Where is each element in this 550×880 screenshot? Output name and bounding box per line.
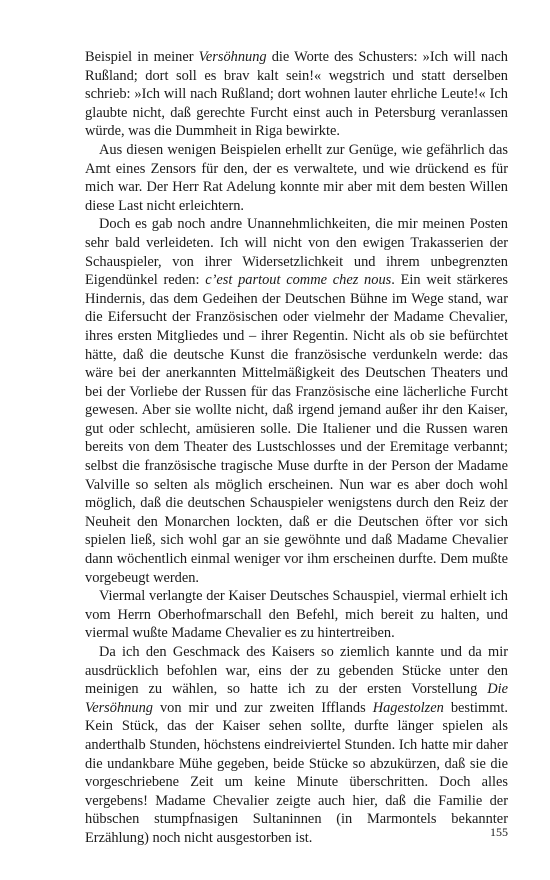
- body-text: [85, 48, 508, 848]
- text-run: Aus diesen wenigen Beispielen erhellt zur Genüge, wie gefährlich das Amt eines Zensors für den, der es verwaltete, und wie drückend es für mich war. Der Herr Rat Adelung konnte mir aber mit dem besten Willen diese Last nicht erleichtern.: [85, 141, 508, 214]
- italic-text: c’est partout comme chez nous: [205, 272, 392, 289]
- italic-text: Hagestolzen: [372, 699, 444, 716]
- paragraph-3: [85, 215, 508, 587]
- paragraph-5: [85, 643, 508, 848]
- text-run: Beispiel in meiner: [85, 49, 199, 65]
- text-run: bestimmt. Kein Stück, das der Kaiser sehen sollte, durfte länger spielen als anderthalb Stunden, höchstens eindreiviertel Stunden. Ich hatte mir daher die undankbare Mühe gegeben, beide Stücke so abzukürzen, daß sie die vorgeschriebene Zeit um keine Minute überschritten. Doch alles vergebens! Madame Chevalier zeigte auch hier, daß die Familie der hübschen stumpfnasigen Sultaninnen (in Marmontels bekannter Erzählung) noch nicht ausgestorben ist.: [85, 699, 508, 846]
- italic-text: Versöhnung: [198, 49, 267, 65]
- paragraph-4: [85, 587, 508, 643]
- text-run: Doch es gab noch andre Unannehmlichkeiten, die mir meinen Posten sehr bald verleideten. Ich will nicht von den ewigen Trakasserien der Schauspieler, von ihrer Widersetzlichkeit und ihrem unbegrenzten Eigendünkel reden:: [85, 216, 508, 289]
- italic-text: Die Versöhnung: [85, 681, 508, 716]
- text-run: Viermal verlangte der Kaiser Deutsches Schauspiel, viermal erhielt ich vom Herrn Oberhofmarschall den Befehl, mich bereit zu halten, und viermal wußte Madame Chevalier es zu hintertreiben.: [85, 588, 508, 642]
- page-number: 155: [490, 825, 508, 839]
- text-run: von mir und zur zweiten Ifflands: [152, 699, 373, 716]
- paragraph-2: [85, 141, 508, 215]
- paragraph-1: [85, 48, 508, 141]
- text-run: die Worte des Schusters: »Ich will nach Rußland; dort soll es brav kalt sein!« wegstrich und statt derselben schrieb: »Ich will nach Rußland; dort wohnen lauter ehrliche Leute!« Ich glaubte nicht, daß gerechte Furcht einst auch in Petersburg veranlassen würde, was die Dummheit in Riga bewirkte.: [85, 49, 508, 140]
- text-run: Da ich den Geschmack des Kaisers so ziemlich kannte und da mir ausdrücklich befohlen war, eins der zu gebenden Stücke unter den meinigen zu wählen, so hatte ich zu der ersten Vorstellung: [85, 644, 508, 698]
- text-run: . Ein weit stärkeres Hindernis, das dem Gedeihen der Deutschen Bühne im Wege stand, war die Eifersucht der Französischen oder vielmehr der Madame Chevalier, ihres ersten Mitgliedes und – ihrer Regentin. Nicht als ob sie befürchtet hätte, daß die deutsche Kunst die französische verdunkeln werde: das wäre bei der anerkannten Mittelmäßigkeit des Deutschen Theaters und bei der Vorliebe der Russen für das Französische eine lächerliche Furcht gewesen. Aber sie wollte nicht, daß irgend jemand außer ihr den Kaiser, gut oder schlecht, amüsieren solle. Die Italiener und die Russen waren bereits von dem Theater des Lustschlosses und der Eremitage verbannt; selbst die französische tragische Muse durfte in der Person der Madame Valville so selten als möglich erscheinen. Nun war es aber doch wohl möglich, daß die deutschen Schauspieler wenigstens durch den Reiz der Neuheit den Monarchen lockten, daß er die Deutschen öfter vor sich spielen ließ, sich wohl gar an sie gewöhnte und daß Madame Chevalier dann wöchentlich einmal weniger vor ihm erscheinen durfte. Dem mußte vorgebeugt werden.: [85, 272, 508, 586]
